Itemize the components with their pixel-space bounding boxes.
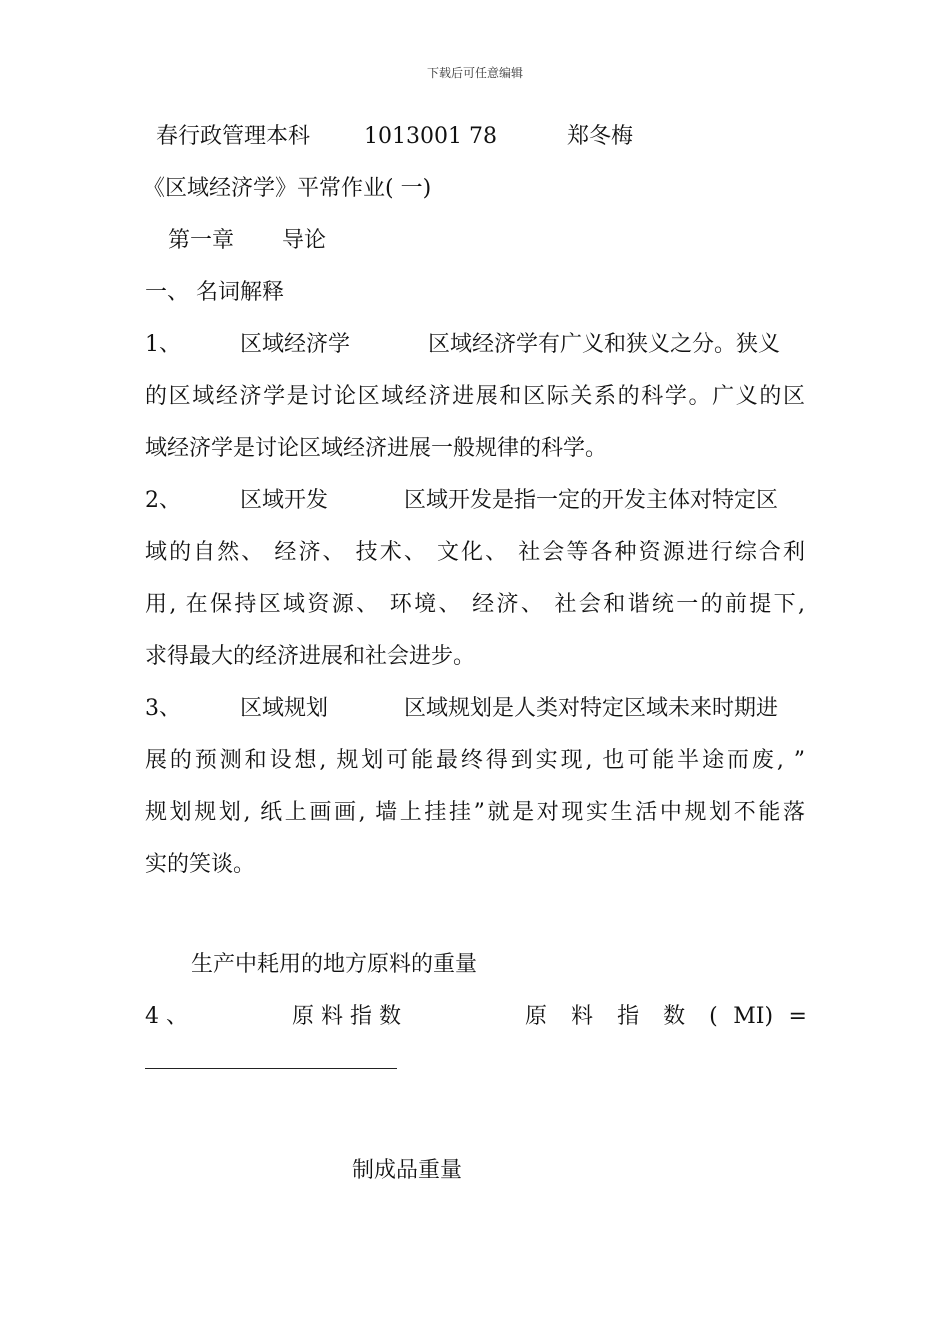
term-1-number: 1、 xyxy=(145,332,181,357)
student-program: 春行政管理本科 xyxy=(156,124,311,149)
term-1-line-3: 域经济学是讨论区域经济进展一般规律的科学。 xyxy=(145,436,608,461)
page-header-note: 下载后可任意编辑 xyxy=(426,66,523,80)
term-1-line-2: 的区域经济学是讨论区域经济进展和区际关系的科学。广义的区 xyxy=(145,384,805,409)
term-2-line-4: 求得最大的经济进展和社会进步。 xyxy=(145,644,476,669)
fraction-bar xyxy=(145,1068,397,1069)
term-4-number: 4 、 xyxy=(145,1004,188,1029)
term-2-line-2: 域的自然、 经济、 技术、 文化、 社会等各种资源进行综合利 xyxy=(145,540,805,565)
student-info-line xyxy=(156,122,633,152)
term-3-line-2: 展的预测和设想, 规划可能最终得到实现, 也可能半途而废, ” xyxy=(145,748,805,773)
term-1-line-1: 区域经济学有广义和狭义之分。狭义 xyxy=(428,332,781,357)
term-2-name: 区域开发 xyxy=(240,488,329,513)
term-3-line-3: 规划规划, 纸上画画, 墙上挂挂”就是对现实生活中规划不能落 xyxy=(145,800,805,825)
chapter-number: 第一章 xyxy=(168,228,235,253)
term-3-line-1: 区域规划是人类对特定区域未来时期进 xyxy=(404,696,779,721)
formula-numerator: 生产中耗用的地方原料的重量 xyxy=(191,952,478,977)
chapter-heading xyxy=(168,226,326,256)
student-id: 1013001 78 xyxy=(364,124,497,149)
formula-lhs: 原 料 指 数 ( MI) = xyxy=(525,1004,807,1029)
term-3-name: 区域规划 xyxy=(240,696,329,721)
term-1-name: 区域经济学 xyxy=(240,332,351,357)
term-2-line-3: 用, 在保持区域资源、 环境、 经济、 社会和谐统一的前提下, xyxy=(145,592,805,617)
term-4-name: 原 料 指 数 xyxy=(292,1004,401,1029)
term-2-line-1: 区域开发是指一定的开发主体对特定区 xyxy=(404,488,779,513)
formula-denominator: 制成品重量 xyxy=(352,1158,463,1183)
section-heading: 一、 名词解释 xyxy=(145,280,284,305)
student-name: 郑冬梅 xyxy=(566,124,633,149)
term-2-number: 2、 xyxy=(145,488,181,513)
term-3-number: 3、 xyxy=(145,696,181,721)
chapter-title: 导论 xyxy=(282,228,327,253)
document-title: 《区域经济学》平常作业( 一) xyxy=(143,176,432,201)
term-3-line-4: 实的笑谈。 xyxy=(145,852,256,877)
